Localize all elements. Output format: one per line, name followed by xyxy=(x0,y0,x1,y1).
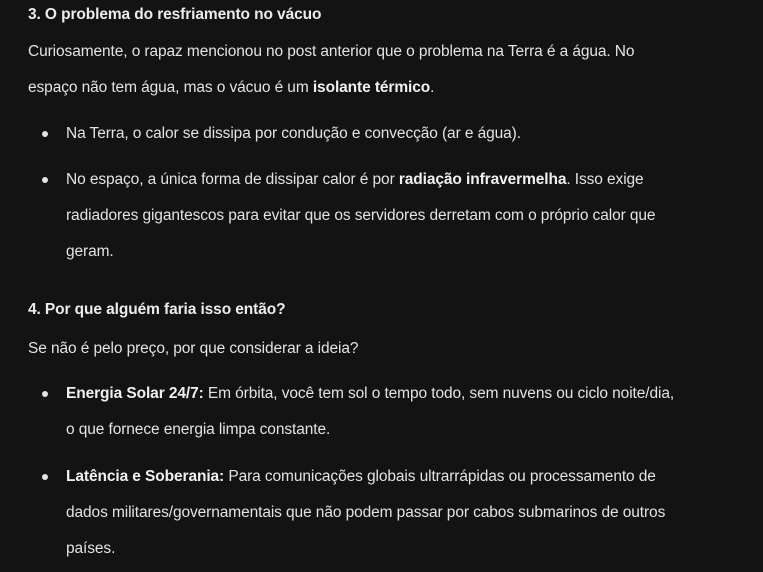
section-4-bullet-1-line-2: o que fornece energia limpa constante. xyxy=(66,421,331,438)
section-4-bullet-2-line-1 xyxy=(66,467,656,487)
bullet-text-end: . Isso exige xyxy=(566,171,644,188)
section-4-intro: Se não é pelo preço, por que considerar a ideia? xyxy=(28,340,359,357)
bullet-icon xyxy=(42,474,48,480)
section-4-bullet-2-line-3: países. xyxy=(66,540,116,557)
intro-bold-term: isolante térmico xyxy=(312,79,431,96)
section-4-heading: 4. Por que alguém faria isso então? xyxy=(28,301,286,318)
section-4-bullet-1-line-1 xyxy=(66,384,674,404)
bullet-text: Para comunicações globais ultrarrápidas ou processamento de xyxy=(224,468,656,485)
bullet-text: Em órbita, você tem sol o tempo todo, sem nuvens ou ciclo noite/dia, xyxy=(203,385,675,402)
section-3-bullet-2-line-1 xyxy=(66,170,644,190)
bullet-icon xyxy=(42,177,48,183)
bullet-bold-term: radiação infravermelha xyxy=(398,171,567,188)
intro-text-end: . xyxy=(430,79,435,96)
bullet-icon xyxy=(42,391,48,397)
bullet-icon xyxy=(42,131,48,137)
section-3-bullet-1: Na Terra, o calor se dissipa por condução e convecção (ar e água). xyxy=(66,125,521,142)
section-3-bullet-2-line-2: radiadores gigantescos para evitar que os servidores derretam com o próprio calor que xyxy=(66,207,656,224)
section-3-intro-line-1: Curiosamente, o rapaz mencionou no post anterior que o problema na Terra é a água. No xyxy=(28,43,635,60)
bullet-bold-label: Energia Solar 24/7: xyxy=(66,385,204,402)
bullet-text: No espaço, a única forma de dissipar calor é por xyxy=(66,171,399,188)
bullet-bold-label: Latência e Soberania: xyxy=(66,468,225,485)
section-3-intro-line-2 xyxy=(28,78,434,98)
section-3-heading: 3. O problema do resfriamento no vácuo xyxy=(28,6,322,23)
intro-text: espaço não tem água, mas o vácuo é um xyxy=(28,79,313,96)
section-4-bullet-2-line-2: dados militares/governamentais que não podem passar por cabos submarinos de outros xyxy=(66,504,666,521)
section-3-bullet-2-line-3: geram. xyxy=(66,243,114,260)
